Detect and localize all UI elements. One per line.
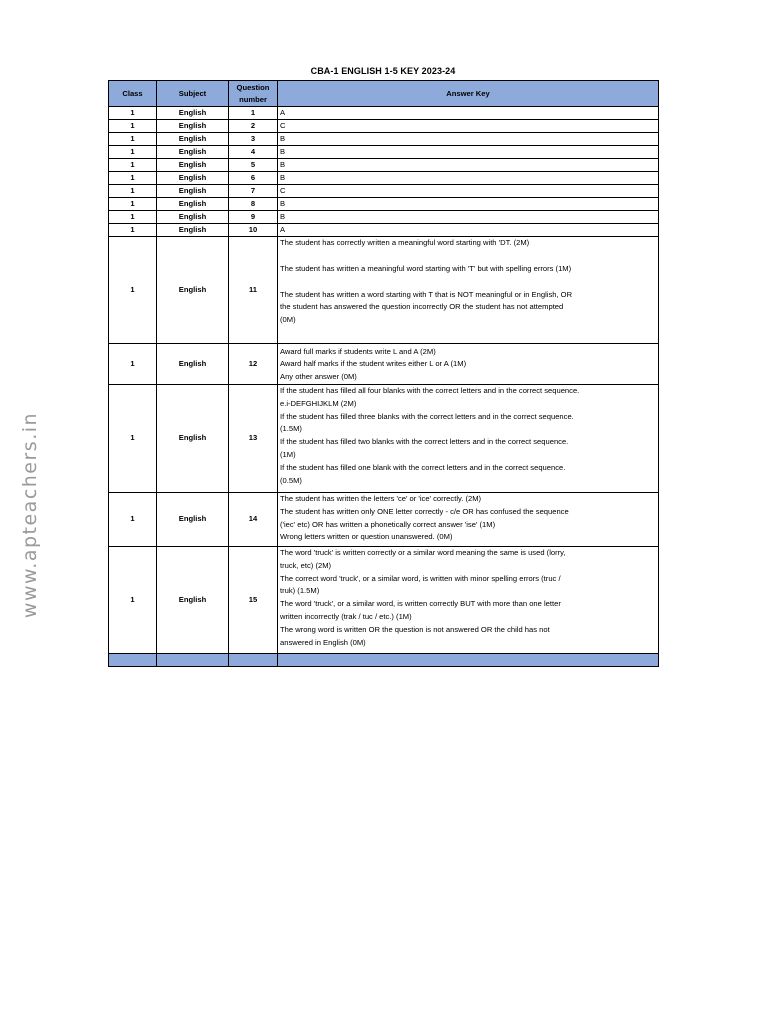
class-cell: 1	[109, 159, 157, 172]
subject-cell: English	[157, 172, 229, 185]
answer-line: If the student has filled all four blanks with the correct letters and in the correct sequence.	[280, 386, 580, 395]
footer-cell	[229, 654, 278, 667]
class-cell: 1	[109, 185, 157, 198]
answer-cell: B	[278, 146, 659, 159]
answer-line: written incorrectly (trak / tuc / etc.) (1M)	[280, 611, 412, 621]
answer-cell: A	[278, 224, 659, 237]
answer-spacer	[280, 250, 656, 263]
answer-cell: A	[278, 107, 659, 120]
answer-line: ('iec' etc) OR has written a phonetically correct answer 'ise' (1M)	[280, 519, 496, 529]
subject-cell: English	[157, 185, 229, 198]
answer-cell	[278, 237, 659, 344]
table-footer-row	[109, 654, 659, 667]
class-cell: 1	[109, 237, 157, 344]
answer-cell: C	[278, 120, 659, 133]
answer-cell: B	[278, 133, 659, 146]
subject-cell: English	[157, 224, 229, 237]
answer-line: Any other answer (0M)	[280, 372, 357, 382]
answer-line: The wrong word is written OR the question is not answered OR the child has not	[280, 624, 550, 634]
subject-cell: English	[157, 237, 229, 344]
table-row	[109, 120, 659, 133]
class-cell: 1	[109, 107, 157, 120]
question-number-cell: 9	[229, 211, 278, 224]
answer-line: Wrong letters written or question unanswered. (0M)	[280, 532, 453, 542]
question-number-cell: 5	[229, 159, 278, 172]
class-cell: 1	[109, 198, 157, 211]
answer-line: If the student has filled one blank with the correct letters and in the correct sequence.	[280, 462, 566, 472]
answer-line: truk) (1.5M)	[280, 586, 320, 596]
answer-line: The word 'truck' is written correctly or a similar word meaning the same is used (lorry,	[280, 548, 566, 557]
answer-line: truck, etc) (2M)	[280, 560, 332, 570]
table-row	[109, 237, 659, 344]
class-cell: 1	[109, 172, 157, 185]
answer-line: Award half marks if the student writes either L or A (1M)	[280, 359, 467, 369]
subject-cell: English	[157, 344, 229, 385]
answer-cell: B	[278, 198, 659, 211]
class-cell: 1	[109, 547, 157, 654]
answer-line: The student has correctly written a meaningful word starting with 'DT. (2M)	[280, 238, 530, 247]
footer-cell	[157, 654, 229, 667]
answer-cell: B	[278, 172, 659, 185]
answer-line: If the student has filled three blanks with the correct letters and in the correct sequence.	[280, 411, 574, 421]
subject-cell: English	[157, 198, 229, 211]
answer-cell: B	[278, 211, 659, 224]
question-number-cell: 12	[229, 344, 278, 385]
subject-cell: English	[157, 385, 229, 493]
subject-cell: English	[157, 133, 229, 146]
subject-cell: English	[157, 493, 229, 547]
class-cell: 1	[109, 385, 157, 493]
table-row	[109, 493, 659, 547]
table-row	[109, 198, 659, 211]
question-number-cell: 13	[229, 385, 278, 493]
table-row	[109, 185, 659, 198]
question-number-cell: 15	[229, 547, 278, 654]
table-row	[109, 159, 659, 172]
answer-line: (1.5M)	[280, 424, 302, 434]
subject-cell: English	[157, 120, 229, 133]
subject-cell: English	[157, 547, 229, 654]
subject-cell: English	[157, 159, 229, 172]
table-row	[109, 172, 659, 185]
question-number-cell: 11	[229, 237, 278, 344]
answer-line: Award full marks if students write L and A (2M)	[280, 346, 436, 356]
question-number-cell: 7	[229, 185, 278, 198]
question-number-cell: 8	[229, 198, 278, 211]
answer-line: The student has written only ONE letter correctly - c/e OR has confused the sequence	[280, 506, 569, 516]
header-question-number	[229, 81, 278, 107]
answer-key-body	[109, 107, 659, 667]
answer-line: e.i-DEFGHIJKLM (2M)	[280, 398, 357, 408]
answer-line: The word 'truck', or a similar word, is written correctly BUT with more than one letter	[280, 599, 561, 609]
answer-cell	[278, 493, 659, 547]
answer-cell: B	[278, 159, 659, 172]
answer-line: (1M)	[280, 449, 296, 459]
answer-line: If the student has filled two blanks with the correct letters and in the correct sequence.	[280, 437, 569, 447]
question-number-cell: 6	[229, 172, 278, 185]
answer-line: The student has written a word starting with T that is NOT meaningful or in English, OR	[280, 289, 573, 299]
table-row	[109, 547, 659, 654]
footer-cell	[278, 654, 659, 667]
subject-cell: English	[157, 211, 229, 224]
class-cell: 1	[109, 211, 157, 224]
table-row	[109, 344, 659, 385]
header-subject: Subject	[157, 81, 229, 107]
question-number-cell: 3	[229, 133, 278, 146]
question-number-cell: 14	[229, 493, 278, 547]
table-row	[109, 107, 659, 120]
answer-cell: C	[278, 185, 659, 198]
table-row	[109, 133, 659, 146]
answer-line: (0.5M)	[280, 475, 302, 485]
header-question-line1: Question	[236, 82, 270, 92]
table-row	[109, 224, 659, 237]
table-row	[109, 385, 659, 493]
class-cell: 1	[109, 146, 157, 159]
answer-line: The student has written the letters 'ce' or 'ice' correctly. (2M)	[280, 494, 482, 503]
site-watermark: www.apteachers.in	[19, 411, 41, 619]
class-cell: 1	[109, 120, 157, 133]
header-class: Class	[109, 81, 157, 107]
table-row	[109, 211, 659, 224]
header-answer-key: Answer Key	[278, 81, 659, 107]
answer-line: (0M)	[280, 315, 296, 325]
subject-cell: English	[157, 146, 229, 159]
question-number-cell: 2	[229, 120, 278, 133]
class-cell: 1	[109, 344, 157, 385]
document-title: CBA-1 ENGLISH 1-5 KEY 2023-24	[310, 66, 456, 76]
class-cell: 1	[109, 133, 157, 146]
question-number-cell: 4	[229, 146, 278, 159]
answer-spacer	[280, 276, 656, 289]
subject-cell: English	[157, 107, 229, 120]
table-header-row	[109, 81, 659, 107]
question-number-cell: 1	[229, 107, 278, 120]
answer-line: The correct word 'truck', or a similar word, is written with minor spelling errors (truc /	[280, 573, 561, 583]
answer-key-table	[108, 80, 659, 667]
footer-cell	[109, 654, 157, 667]
class-cell: 1	[109, 493, 157, 547]
class-cell: 1	[109, 224, 157, 237]
answer-cell	[278, 344, 659, 385]
answer-cell	[278, 385, 659, 493]
header-question-line2: number	[239, 94, 267, 104]
answer-line: the student has answered the question incorrectly OR the student has not attempted	[280, 302, 564, 312]
answer-line: The student has written a meaningful word starting with 'T' but with spelling errors (1M)	[280, 263, 572, 273]
table-row	[109, 146, 659, 159]
answer-line: answered in English (0M)	[280, 637, 366, 647]
question-number-cell: 10	[229, 224, 278, 237]
answer-cell	[278, 547, 659, 654]
